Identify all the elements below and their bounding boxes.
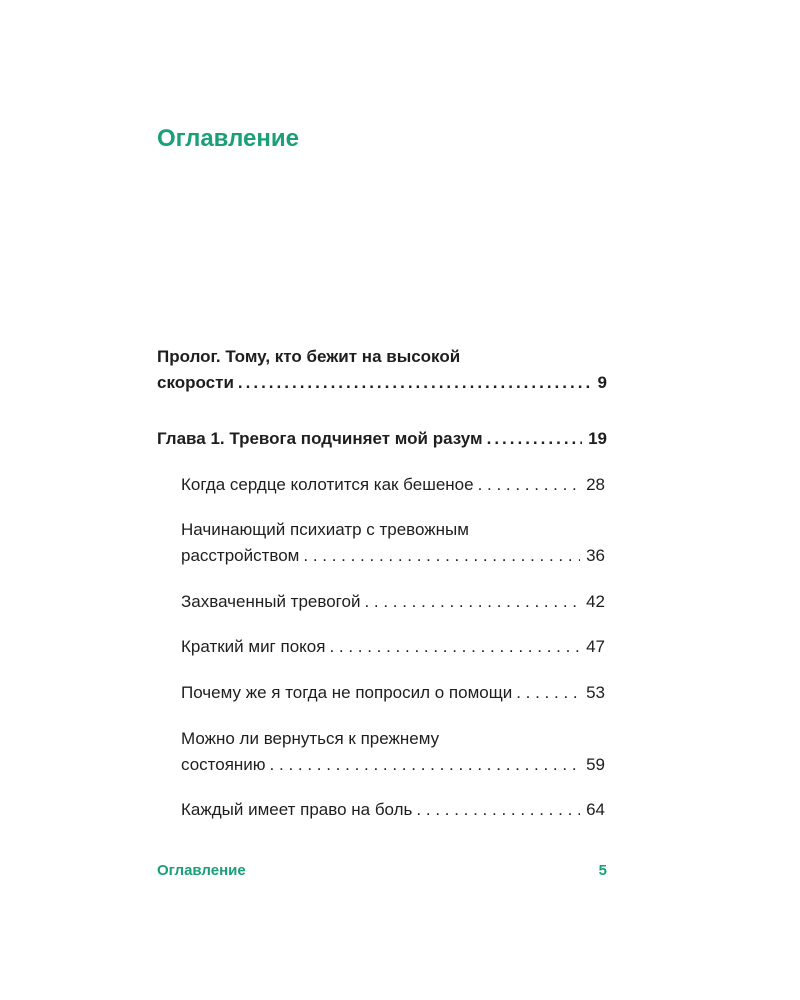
- toc-page-number: 64: [586, 800, 605, 819]
- toc-entry-section[interactable]: [181, 726, 605, 778]
- dot-leader: [270, 752, 581, 778]
- page-title: Оглавление: [157, 125, 299, 152]
- page-footer: [157, 862, 607, 886]
- toc-entry-text: Пролог. Тому, кто бежит на высокой: [157, 347, 461, 366]
- toc-entry-section[interactable]: [181, 517, 605, 569]
- dot-leader: [364, 589, 580, 615]
- toc-page-number: 36: [586, 546, 605, 565]
- dot-leader: [487, 426, 582, 452]
- toc-entry-text: Почему же я тогда не попросил о помощи: [181, 683, 513, 702]
- toc-entry-prologue[interactable]: [157, 344, 607, 396]
- dot-leader: [416, 797, 580, 823]
- toc-entry-section[interactable]: [181, 680, 605, 706]
- dot-leader: [516, 680, 580, 706]
- toc-entry-text: Глава 1. Тревога подчиняет мой разум: [157, 429, 483, 448]
- page-number: 5: [598, 862, 607, 879]
- toc-entry-text: Захваченный тревогой: [181, 592, 361, 611]
- toc-entry-section[interactable]: [181, 634, 605, 660]
- running-footer-title: Оглавление: [157, 862, 246, 879]
- toc-entry-chapter-1[interactable]: [157, 426, 607, 452]
- toc-page-number: 53: [586, 683, 605, 702]
- toc-page-number: 47: [586, 637, 605, 656]
- toc-page-number: 19: [588, 429, 607, 448]
- toc-entry-section[interactable]: [181, 797, 605, 823]
- toc-entry-text: Каждый имеет право на боль: [181, 800, 413, 819]
- dot-leader: [238, 370, 592, 396]
- toc-entry-section[interactable]: [181, 472, 605, 498]
- toc-entry-text: Можно ли вернуться к прежнему: [181, 729, 440, 748]
- toc-entry-text: расстройством: [181, 546, 300, 565]
- toc-entry-text: скорости: [157, 373, 234, 392]
- toc-page-number: 42: [586, 592, 605, 611]
- toc-entry-section[interactable]: [181, 589, 605, 615]
- toc-page-number: 28: [586, 475, 605, 494]
- toc-page-number: 9: [597, 373, 607, 392]
- toc-page-number: 59: [586, 755, 605, 774]
- toc-entry-text: Начинающий психиатр с тревожным: [181, 520, 469, 539]
- dot-leader: [329, 634, 580, 660]
- dot-leader: [478, 472, 581, 498]
- toc-entry-text: Когда сердце колотится как бешеное: [181, 475, 474, 494]
- toc-entry-text: Краткий миг покоя: [181, 637, 326, 656]
- dot-leader: [303, 543, 580, 569]
- toc-entry-text: состоянию: [181, 755, 266, 774]
